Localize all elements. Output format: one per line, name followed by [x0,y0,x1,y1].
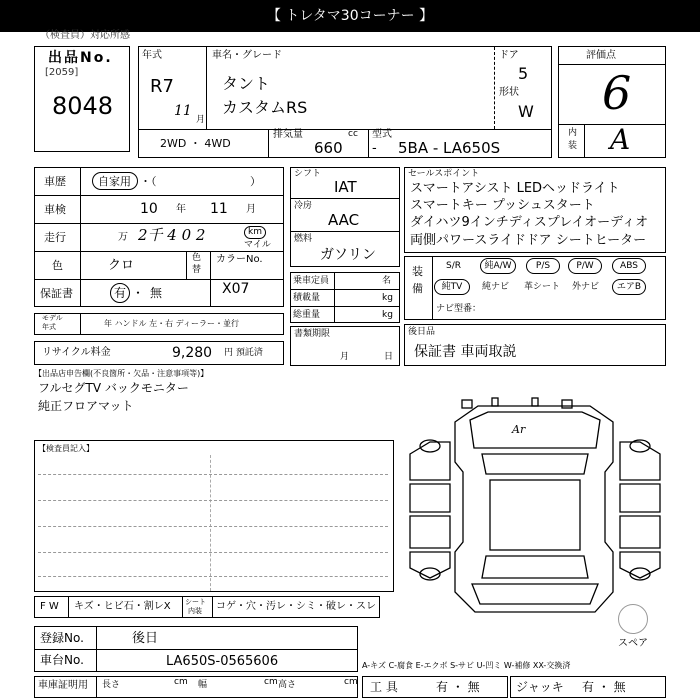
displacement-value: 660 [314,139,343,157]
equip-abs: ABS [612,258,646,274]
registration-label: 登録No. [40,631,84,645]
model-value: 5BA - LA650S [398,139,501,157]
equip-sr: S/R [446,261,461,271]
lot-code: [2059] [45,67,79,78]
selling-point-2: スマートキー プッシュスタート [410,198,595,213]
color-change-2: 替 [192,265,202,275]
roof-mark: Ar [512,423,526,436]
inspector-label: 【検査員記入】 [38,444,94,453]
history-paren-close: ） [250,175,261,188]
seat-label-1: シート [185,598,206,606]
shaken-year: 10 [140,201,158,217]
mile-unit: マイル [244,240,271,250]
interior-label-1: 内 [568,128,578,138]
jack-value: 有 ・ 無 [582,680,626,694]
recycle-label: リサイクル料金 [42,347,111,358]
width-unit: cm [264,677,278,687]
selling-points-label: セールスポイント [408,169,480,179]
navi-model-label: ナビ型番： [436,304,482,314]
warranty-no: 無 [150,286,163,300]
registration-value: 後日 [132,631,159,646]
recycle-value: 9,280 [172,345,213,361]
model-year-label-1: モデル [42,314,63,322]
shift-value: IAT [334,178,357,196]
equipment-label-2: 備 [412,282,423,295]
seat-label-2: 内装 [188,607,202,615]
history-paren-open: ・（ [140,175,157,188]
mileage-unit: km [248,227,262,237]
jack-label: ジャッキ [516,680,564,694]
warranty-yes: 有 [114,286,127,300]
fw-items: キズ・ヒビ石・割レX [74,601,171,612]
inspector-box [34,440,394,592]
passengers-label: 乗車定員 [293,276,330,286]
fw-label: F W [40,601,59,612]
mileage-value: 2千 4 0 2 [138,226,206,244]
dimensions-label: 車庫証明用 [38,680,88,691]
damage-legend: A-キズ C-腐食 E-エクボ S-サビ U-凹ミ W-補修 XX-交換済 [362,661,571,670]
width-label: 幅 [198,680,208,690]
color-change-1: 色 [192,253,202,263]
history-value: 自家用 [98,175,131,188]
color-value: クロ [108,258,135,273]
cc-unit: cc [348,129,358,139]
warranty-label: 保証書 [40,287,73,300]
warranty-sep: ・ [132,286,145,300]
equip-tv: 純TV [434,279,470,295]
tools-label: 工 具 [370,680,398,694]
year-label: 年式 [142,50,162,61]
car-diagram [400,392,670,618]
color-no-value: X07 [222,281,250,297]
color-label: 色 [52,259,63,272]
chassis-label: 車台No. [40,653,84,667]
fuel-value: ガソリン [320,247,376,263]
length-unit: cm [174,677,188,687]
equip-ext-navi: 外ナビ [572,282,600,292]
spare-tire-circle [618,604,648,634]
spare-label: スペア [618,638,648,649]
load-label: 積載量 [293,293,321,303]
seat-items: コゲ・穴・汚レ・シミ・破レ・スレ [216,601,376,612]
later-items-value: 保証書 車両取説 [414,344,517,360]
color-no-label: カラーNo. [216,254,263,265]
name-label: 車名・グレード [212,50,282,61]
shaken-year-unit: 年 [176,204,186,215]
chassis-value: LA650S-0565606 [166,654,279,669]
length-label: 長さ [102,680,121,690]
height-label: 高さ [278,680,297,690]
recycle-unit: 円 預託済 [224,348,263,358]
model-year-items: 年 ハンドル 左・右 ディーラー・並行 [104,319,239,328]
shape-label: 形状 [499,87,519,98]
selling-point-1: スマートアシスト LEDヘッドライト [410,181,620,196]
model-label: 型式 [372,129,392,140]
equip-airbag: エアB [612,279,646,295]
interior-label-2: 装 [568,141,578,151]
evaluation-score: 6 [602,66,632,120]
month-unit: 月 [196,115,206,125]
car-name: タント [222,74,271,93]
shaken-month: 11 [210,201,228,217]
ac-value: AAC [328,211,360,229]
shaken-month-unit: 月 [246,204,256,215]
displacement-label: 排気量 [273,129,303,140]
model-year-label-2: 年式 [42,323,56,331]
evaluation-label: 評価点 [586,50,616,61]
banner-title: 【 トレタマ30コーナー 】 [266,8,434,24]
equipment-label-1: 装 [412,265,423,278]
mileage-label: 走行 [44,231,66,244]
shift-label: シフト [294,169,322,179]
shaken-label: 車検 [44,203,66,216]
ac-label: 冷房 [294,201,313,211]
note-line-2: 純正フロアマット [38,399,134,413]
selling-point-4: 両側パワースライドドア シートヒーター [410,233,647,248]
equip-alloy-wheels: 純A/W [480,258,516,274]
tools-value: 有 ・ 無 [436,680,480,694]
fuel-label: 燃料 [294,234,313,244]
later-items-label: 後日品 [408,327,436,337]
history-label: 車歴 [44,175,66,188]
drive-value: 2WD ・ 4WD [160,137,231,150]
passengers-unit: 名 [382,276,392,286]
car-grade: カスタムRS [222,98,308,117]
equip-leather: 革シート [524,282,561,292]
equip-power-steering: P/S [526,258,560,274]
gross-label: 総重量 [293,310,321,320]
model-dash: - [372,141,377,156]
gross-unit: kg [382,310,393,320]
load-unit: kg [382,293,393,303]
shape-value: W [518,102,534,121]
top-note: （検査員）対応所感 [40,30,130,41]
mileage-prefix: 万 [118,232,128,243]
lot-number: 8048 [52,92,114,120]
notes-label: 【出品店申告欄(不良箇所・欠品・注意事項等)】 [34,369,209,378]
docs-day-unit: 日 [384,352,394,362]
note-line-1: フルセグTV バックモニター [38,381,189,395]
docs-month-unit: 月 [340,352,350,362]
year-value: R7 [150,76,174,97]
docs-deadline-label: 書類期限 [294,329,331,339]
door-label: ドア [499,50,519,61]
doors-value: 5 [518,64,529,83]
month-value: 11 [174,103,192,119]
lot-label: 出品No. [48,50,113,66]
height-unit: cm [344,677,358,687]
equip-navi: 純ナビ [482,282,510,292]
equip-power-windows: P/W [568,258,602,274]
interior-grade: A [610,123,631,156]
selling-point-3: ダイハツ9インチディスプレイオーディオ [410,215,649,230]
